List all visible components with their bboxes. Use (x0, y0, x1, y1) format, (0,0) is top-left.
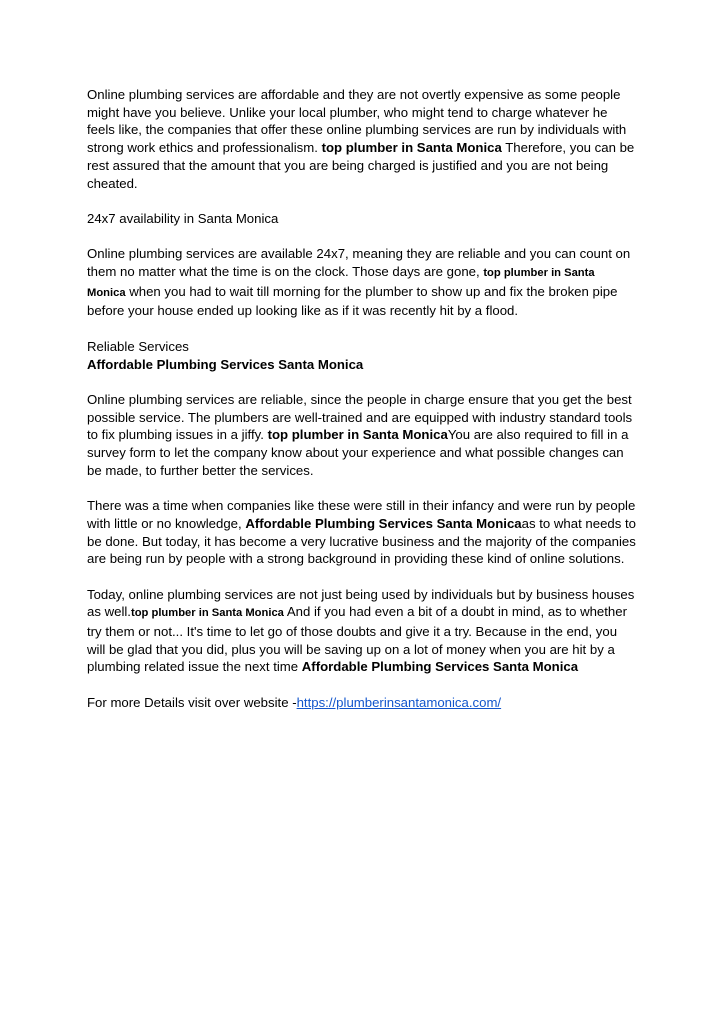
heading-reliable-services: Reliable Services (87, 338, 189, 354)
paragraph-more-details (87, 694, 636, 712)
paragraph-text: Today, online plumbing services are not just being used by individuals but by business houses as well. (87, 586, 635, 620)
keyword-bold: Affordable Plumbing Services Santa Monica (301, 659, 579, 675)
paragraph-text: There was a time when companies like these were still in their infancy and were run by people with little or no knowledge, (87, 498, 636, 531)
paragraph-affordability (87, 86, 636, 192)
subheading-text: Affordable Plumbing Services Santa Monica (87, 356, 364, 372)
subheading-affordable-plumbing (87, 356, 636, 374)
paragraph-text: as to what needs to be done. But today, it has become a very lucrative business and the majority of the companies are being run by people with a strong background in providing these kind of online solutions. (87, 515, 636, 567)
paragraph-reliability (87, 391, 636, 480)
keyword-bold: top plumber in Santa Monica (87, 267, 595, 299)
keyword-bold: top plumber in Santa Monica (130, 607, 284, 620)
keyword-bold: top plumber in Santa Monica (321, 140, 502, 156)
paragraph-history (87, 497, 636, 568)
paragraph-text: Online plumbing services are reliable, since the people in charge ensure that you get the best possible service. The plumbers are well-trained and are equipped with industry standard tools to fix plumbing issues in a jiffy. (87, 391, 633, 443)
paragraph-text: when you had to wait till morning for the plumber to show up and fix the broken pipe before your house ended up looking like as if it was recently hit by a flood. (87, 283, 618, 319)
heading-24x7-availability: 24x7 availability in Santa Monica (87, 210, 279, 226)
paragraph-text: Online plumbing services are affordable and they are not overtly expensive as some people might have you believe. Unlike your local plumber, who might tend to charge whatever he feels like, the companies that offer these online plumbing services are run by individuals with strong work ethics and professionalism. (87, 87, 627, 156)
keyword-bold: Affordable Plumbing Services Santa Monica (245, 515, 522, 531)
paragraph-text: You are also required to fill in a survey form to let the company know about your experience and what possible changes can be made, to further better the services. (87, 427, 629, 478)
keyword-bold: top plumber in Santa Monica (267, 427, 448, 443)
paragraph-text: Therefore, you can be rest assured that the amount that you are being charged is justified and you are not being cheated. (87, 140, 635, 191)
paragraph-availability (87, 245, 636, 320)
website-link[interactable]: https://plumberinsantamonica.com/ (296, 694, 502, 710)
paragraph-text: And if you had even a bit of a doubt in mind, as to whether try them or not... It's time to let go of those doubts and give it a try. Because in the end, you will be glad that you did, plus you will be saving up on a lot of money when you are hit by a plumbing related issue the next time (87, 604, 627, 675)
paragraph-text: Online plumbing services are available 24x7, meaning they are reliable and you can count on them no matter what the time is on the clock. Those days are gone, (87, 246, 631, 279)
paragraph-today (87, 586, 636, 677)
paragraph-text: For more Details visit over website - (87, 694, 297, 710)
